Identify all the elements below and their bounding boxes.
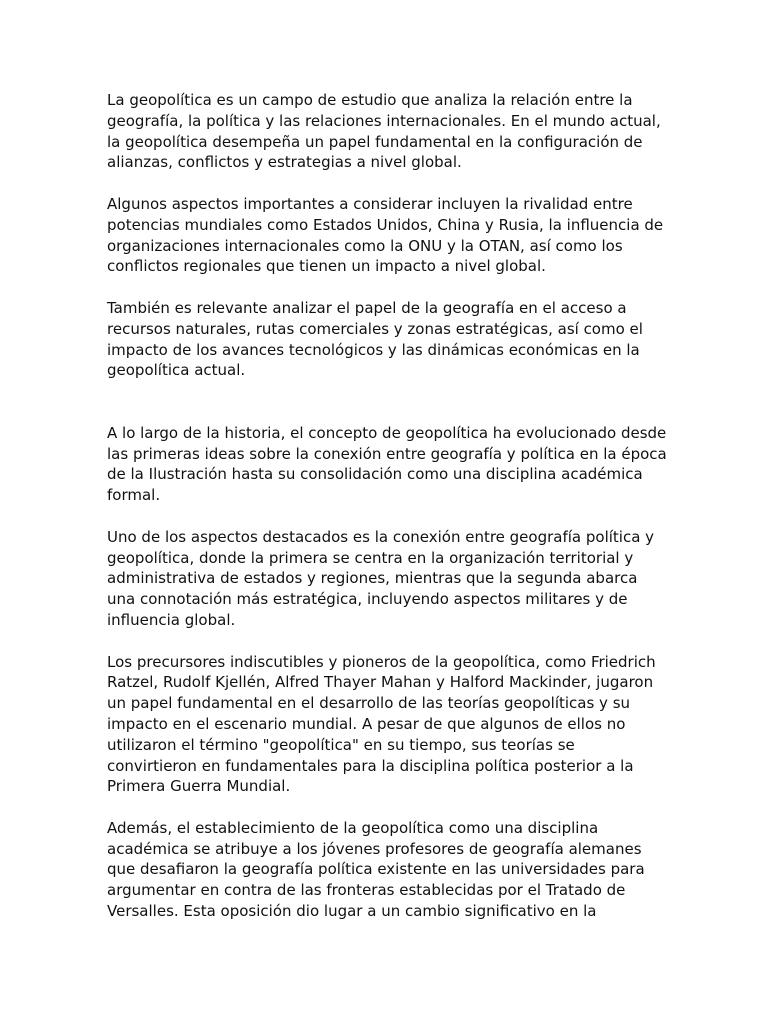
paragraph-2: Algunos aspectos importantes a considerar incluyen la rivalidad entre potencias mundiales como Estados Unidos, China y Rusia, la influencia de organizaciones internacionales como la ONU y la OTAN, así como los conflictos regionales que tienen un impacto a nivel global.	[107, 194, 664, 276]
paragraph-spacer	[107, 631, 667, 652]
section-spacer	[107, 381, 667, 423]
paragraph-4: A lo largo de la historia, el concepto de geopolítica ha evolucionado desde las primeras ideas sobre la conexión entre geografía y política en la época de la Ilustración hasta su consolidación como una disciplina académica formal.	[107, 423, 667, 505]
paragraph-spacer	[107, 173, 667, 194]
paragraph-7: Además, el establecimiento de la geopolítica como una disciplina académica se atribuye a los jóvenes profesores de geografía alemanes que desafiaron la geografía política existente en las universidades para argumentar en contra de las fronteras establecidas por el Tratado de Versalles. Esta oposición dio lugar a un cambio significativo en la	[107, 818, 645, 921]
paragraph-3: También es relevante analizar el papel de la geografía en el acceso a recursos naturales, rutas comerciales y zonas estratégicas, así como el impacto de los avances tecnológicos y las dinámicas económicas en la geopolítica actual.	[107, 298, 643, 380]
paragraph-spacer	[107, 277, 667, 298]
paragraph-spacer	[107, 797, 667, 818]
paragraph-spacer	[107, 506, 667, 527]
paragraph-5: Uno de los aspectos destacados es la conexión entre geografía política y geopolítica, donde la primera se centra en la organización territorial y administrativa de estados y regiones, mientras que la segunda abarca una connotación más estratégica, incluyendo aspectos militares y de influencia global.	[107, 527, 655, 629]
paragraph-1: La geopolítica es un campo de estudio que analiza la relación entre la geografía, la política y las relaciones internacionales. En el mundo actual, la geopolítica desempeña un papel fundamental en la configuración de alianzas, conflictos y estrategias a nivel global.	[107, 91, 661, 172]
document-body	[107, 90, 667, 922]
paragraph-6: Los precursores indiscutibles y pioneros de la geopolítica, como Friedrich Ratzel, Rudolf Kjellén, Alfred Thayer Mahan y Halford Mackinder, jugaron un papel fundamental en el desarrollo de las teorías geopolíticas y su impacto en el escenario mundial. A pesar de que algunos de ellos no utilizaron el término "geopolítica" en su tiempo, sus teorías se convirtieron en fundamentales para la disciplina política posterior a la Primera Guerra Mundial.	[107, 652, 656, 796]
